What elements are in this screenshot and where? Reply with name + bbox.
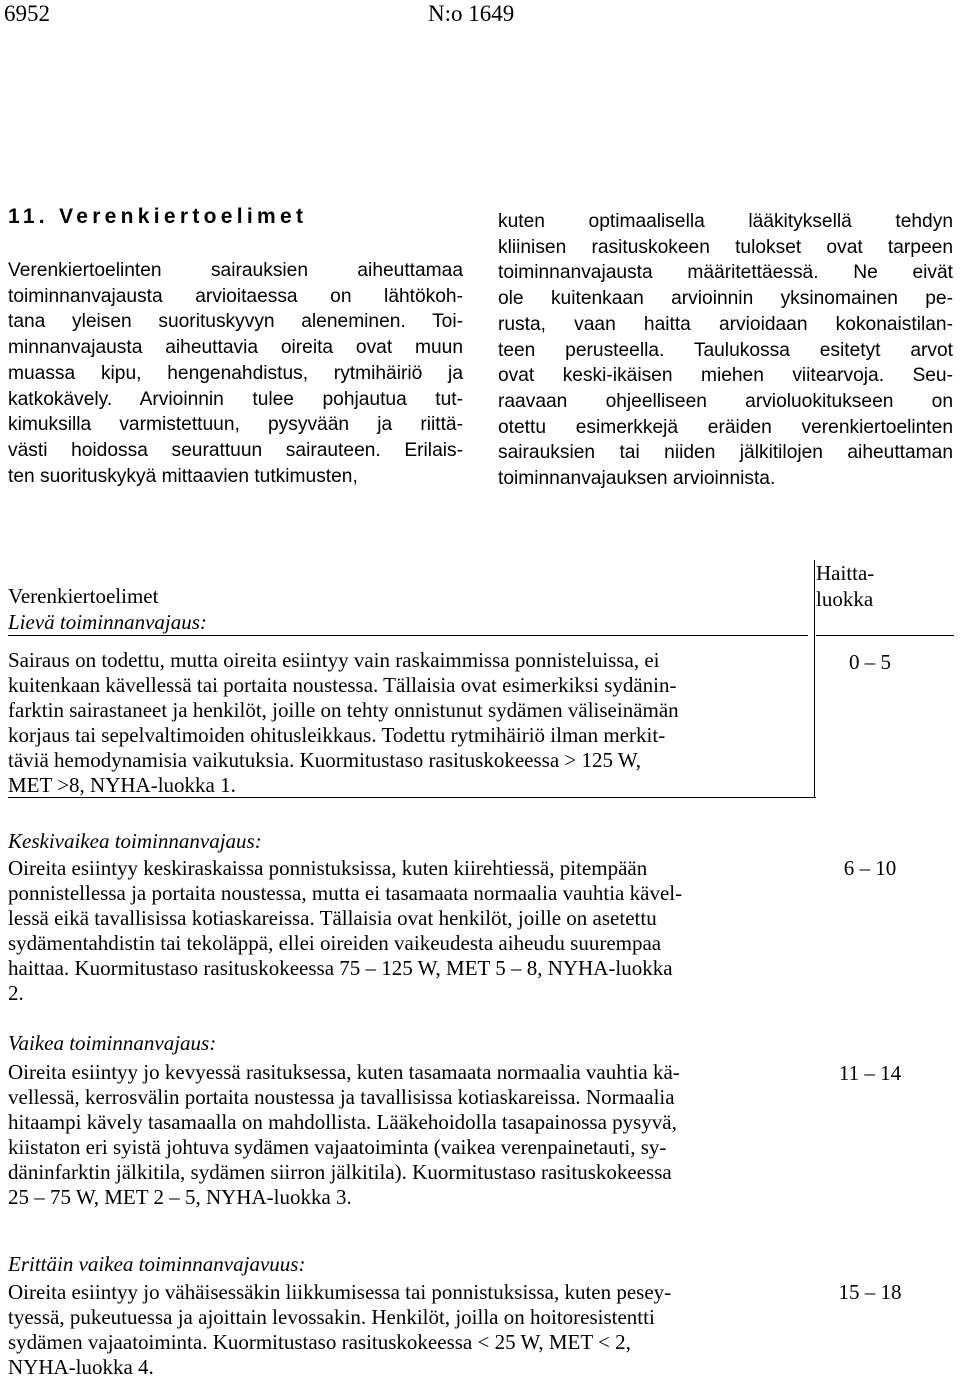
table-subtitle: Lievä toiminnanvajaus: [8,610,207,634]
paragraph-line: Verenkiertoelinten sairauksien aiheuttamaa [8,260,463,281]
category-description [8,648,808,798]
description-line: sydämen vajaatoiminta. Kuormitustaso rasituskokeessa < 25 W, MET < 2, [8,1330,631,1354]
paragraph-line: katkokävely. Arvioinnin tulee pohjautua tut- [8,388,463,410]
description-line: Sairaus on todettu, mutta oireita esiintyy vain raskaimmissa ponnisteluissa, ei [8,648,660,672]
paragraph-line: ole kuitenkaan arvioinnin yksinomainen pe- [498,288,953,310]
description-line: Oireita esiintyy jo kevyessä rasituksessa, kuten tasamaata normaalia vauhtia kä- [8,1060,680,1084]
paragraph-line: muassa kipu, hengenahdistus, rytmihäiriö ja [8,362,463,384]
description-line: kuitenkaan kävellessä tai portaita noustessa. Tällaisia ovat esimerkiksi sydänin- [8,673,677,697]
paragraph-line: otettu esimerkkejä eräiden verenkiertoelinten [498,416,953,438]
issue-number: N:o 1649 [428,1,515,26]
category-description [8,856,808,1006]
category-title: Vaikea toiminnanvajaus: [8,1031,217,1055]
paragraph-line: rusta, vaan haitta arvioidaan kokonaistilan- [498,313,953,335]
description-line: lessä eikä tavallisissa kotiaskareissa. Tällaisia ovat henkilöt, joille on asetettu [8,906,657,930]
table-title: Verenkiertoelimet [8,584,159,608]
description-line: Oireita esiintyy keskiraskaissa ponnistuksissa, kuten kiirehtiessä, pitempään [8,856,648,880]
class-header-line-2: luokka [816,587,874,611]
category-class-range: 6 – 10 [843,856,897,880]
category-title: Erittäin vaikea toiminnanvajavuus: [8,1252,306,1276]
category-class-range: 0 – 5 [849,650,891,674]
description-line: haittaa. Kuormitustaso rasituskokeessa 75 – 125 W, MET 5 – 8, NYHA-luokka [8,956,673,980]
class-column-divider [814,560,815,798]
description-line: farktin sairastaneet ja henkilöt, joille on tehty onnistunut sydämen väliseinämän [8,698,679,722]
paragraph-line: ten suorituskykyä mittaavien tutkimusten, [8,465,358,487]
category-title: Keskivaikea toiminnanvajaus: [8,829,262,853]
class-header-line-1: Haitta- [816,561,875,585]
description-line: vellessä, kerrosvälin portaita noustessa ja tavallisissa kotiaskareissa. Normaalia [8,1085,675,1109]
category-description [8,1060,808,1210]
description-line: korjaus tai sepelvaltimoiden ohitusleikkaus. Todettu rytmihäiriö ilman merkit- [8,723,666,747]
section-heading: 11. Verenkiertoelimet [8,205,308,228]
description-line: däninfarktin jälkitila, sydämen siirron jälkitila). Kuormitustaso rasituskokeessa [8,1160,672,1184]
description-line: hitaampi kävely tasamaalla on mahdollista. Lääkehoidolla tasapainossa pysyvä, [8,1110,677,1134]
paragraph-line: västi hoidossa seurattuun sairauteen. Erilais- [8,439,463,461]
paragraph-line: kliinisen rasituskokeen tulokset ovat tarpeen [498,236,953,258]
paragraph-line: minnanvajausta aiheuttavia oireita ovat muun [8,337,463,359]
description-line: Oireita esiintyy jo vähäisessäkin liikkumisessa tai ponnistuksissa, kuten pesey- [8,1280,672,1304]
class-column-header [816,560,874,612]
table-header-rule [8,635,808,636]
paragraph-line: raavaan ohjeelliseen arvioluokitukseen on [498,390,953,412]
paragraph-line: tana yleisen suorituskyvyn aleneminen. Toi- [8,311,463,333]
paragraph-line: toiminnanvajauksen arvioinnista. [498,468,776,490]
paragraph-line: kuten optimaalisella lääkityksellä tehdyn [498,211,953,232]
paragraph-line: toiminnanvajausta arvioitaessa on lähtökoh- [8,285,463,307]
description-line: kiistaton eri syistä johtuva sydämen vajaatoiminta (vaikea verenpainetauti, sy- [8,1135,667,1159]
category-class-range: 15 – 18 [838,1280,902,1304]
page-number: 6952 [4,1,50,26]
paragraph-line: sairauksien tai niiden jälkitilojen aiheuttaman [498,442,953,464]
description-line: ponnistellessa ja portaita noustessa, mutta ei tasamaata normaalia vauhtia kävel- [8,881,683,905]
description-line: sydämentahdistin tai tekoläppä, ellei oireiden vaikeudesta aiheudu suurempaa [8,931,662,955]
description-line: 25 – 75 W, MET 2 – 5, NYHA-luokka 3. [8,1185,352,1209]
paragraph-line: toiminnanvajausta määritettäessä. Ne eivät [498,262,953,284]
description-line: NYHA-luokka 4. [8,1355,154,1379]
category-class-range: 11 – 14 [838,1061,902,1085]
description-line: 2. [8,981,24,1005]
category-description [8,1280,808,1380]
class-header-rule [816,635,954,636]
description-line: MET >8, NYHA-luokka 1. [8,773,236,797]
paragraph-line: kimuksilla varmistettuun, pysyvään ja riittä- [8,414,463,436]
description-line: täviä hemodynamisia vaikutuksia. Kuormitustaso rasituskokeessa > 125 W, [8,748,642,772]
paragraph-line: ovat keski-ikäisen miehen viitearvoja. Seu- [498,365,953,387]
intro-right-column [498,209,953,492]
paragraph-line: teen perusteella. Taulukossa esitetyt arvot [498,339,953,361]
intro-left-column [8,258,463,489]
description-line: tyessä, pukeutuessa ja ajoittain levossakin. Henkilöt, joilla on hoitoresistentti [8,1305,655,1329]
